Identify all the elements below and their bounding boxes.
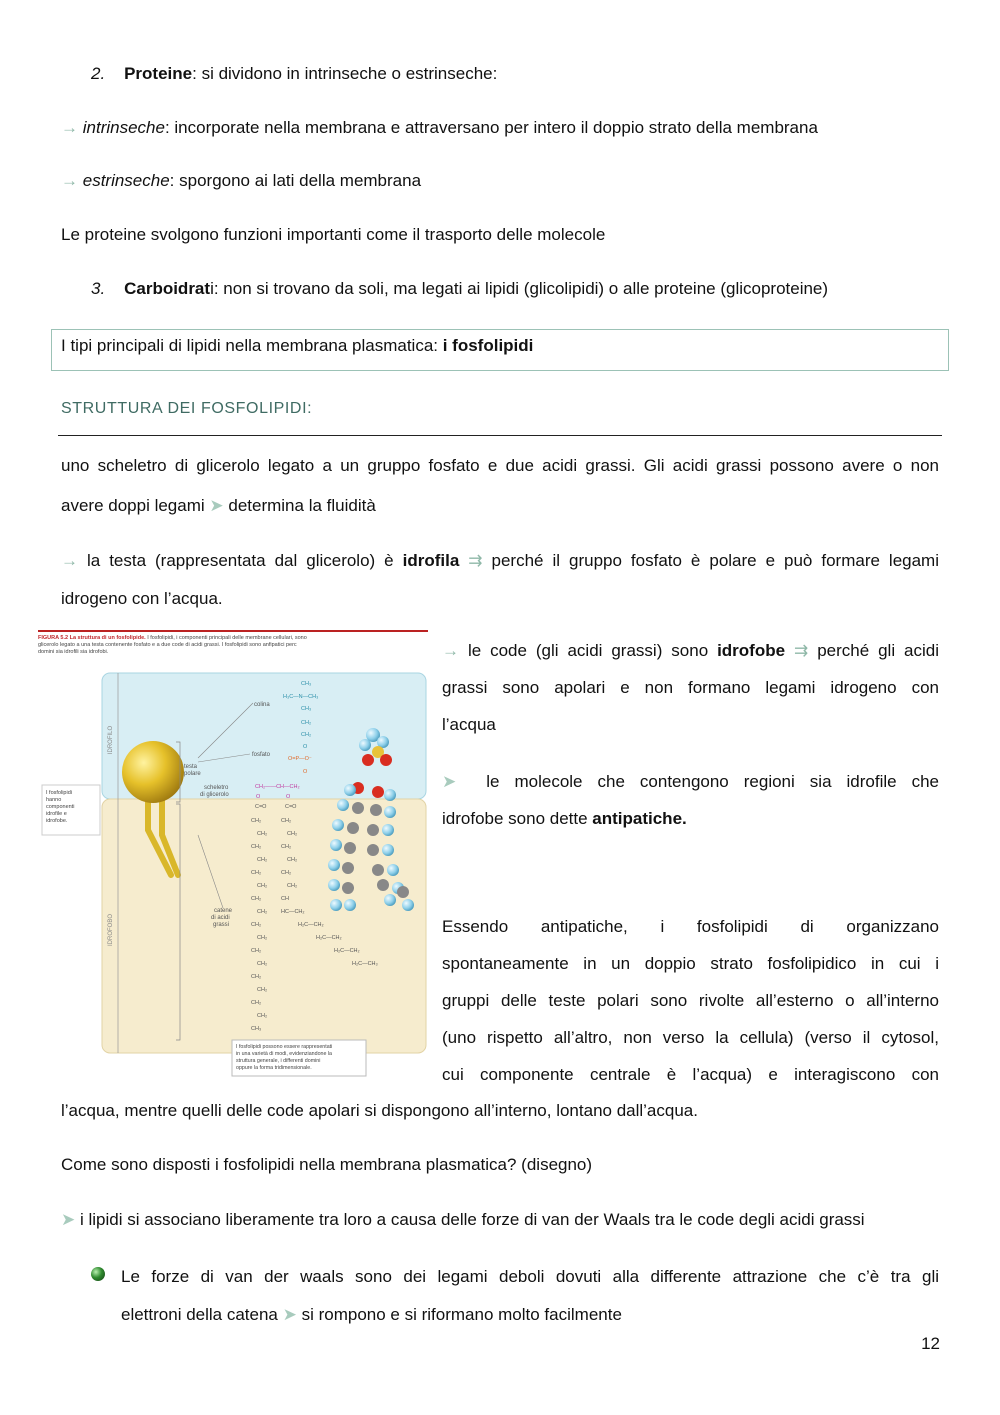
right-p1-line2: grassi sono apolari e non formano legami idrogeno con	[442, 678, 939, 697]
svg-text:CH₂: CH₂	[257, 987, 268, 993]
testa-polare-label: testa polare	[184, 764, 201, 777]
section-heading: STRUTTURA DEI FOSFOLIPIDI:	[61, 400, 313, 417]
svg-text:CH₂: CH₂	[257, 831, 268, 837]
bottom-note-text: I fosfolipidi possono essere rappresentati in una varietà di modi, evidenziandone la struttura generale, i differenti domini oppure la forma tridimensionale.	[236, 1044, 333, 1071]
svg-text:CH₃: CH₃	[251, 1026, 262, 1032]
right-p2-line1: ➤ le molecole che contengono regioni sia idrofile che	[442, 772, 939, 791]
svg-text:CH₂: CH₂	[301, 720, 312, 726]
estrinseche-line: → estrinseche: sporgono ai lati della membrana	[61, 171, 422, 190]
svg-text:O: O	[303, 769, 308, 775]
right-p3-line1: Essendo antipatiche, i fosfolipidi di organizzano	[442, 917, 939, 936]
figure-caption: FIGURA 5.2 La struttura di un fosfolipide. I fosfolipidi, i componenti principali delle membrane cellulari, sono	[38, 635, 307, 641]
svg-text:CH₂: CH₂	[251, 1000, 262, 1006]
svg-text:CH₂——CH—CH₂: CH₂——CH—CH₂	[255, 784, 300, 790]
right-p3-line4: (uno rispetto all’altro, non verso la cellula) (verso il cytosol,	[442, 1028, 939, 1047]
question-line: Come sono disposti i fosfolipidi nella membrana plasmatica? (disegno)	[61, 1155, 593, 1174]
svg-text:H₂C—CH₃: H₂C—CH₃	[352, 961, 378, 967]
right-p3-line5: cui componente centrale è l’acqua) e interagiscono con	[442, 1065, 939, 1084]
svg-text:CH₂: CH₂	[257, 1013, 268, 1019]
polar-head-icon	[122, 741, 184, 803]
svg-text:CH₂: CH₂	[301, 732, 312, 738]
svg-text:O=P—O⁻: O=P—O⁻	[288, 756, 312, 762]
double-arrow-icon: ⇉	[468, 551, 483, 570]
caption-line-2: glicerolo legato a una testa contenente fosfato e a due code di acidi grassi. I fosfolipidi sono anfipatici perc	[38, 642, 297, 648]
right-p1-line3: l’acqua	[442, 715, 496, 734]
green-bullet-icon	[91, 1267, 105, 1281]
svg-text:HC—CH₂: HC—CH₂	[281, 909, 305, 915]
svg-text:CH₂: CH₂	[281, 818, 292, 824]
svg-text:O: O	[256, 794, 261, 800]
right-p3-line3: gruppi delle teste polari sono rivolte all’esterno o all’interno	[442, 991, 939, 1010]
arrow-icon: →	[442, 641, 459, 660]
double-arrow-icon: ⇉	[794, 641, 809, 660]
figure-top-rule	[38, 630, 428, 632]
lipidi-line: ➤ i lipidi si associano liberamente tra loro a causa delle forze di van der Waals tra le code degli acidi grassi	[61, 1210, 865, 1229]
right-p1-line1: → le code (gli acidi grassi) sono idrofobe ⇉ perché gli acidi	[442, 641, 939, 660]
svg-text:C=O: C=O	[285, 804, 297, 810]
arrow-icon: →	[61, 171, 78, 190]
svg-text:CH₂: CH₂	[257, 961, 268, 967]
arrow-icon: →	[61, 118, 78, 137]
svg-text:CH₂: CH₂	[257, 909, 268, 915]
caption-line-3: domini sia idrofili sia idrofobi.	[38, 649, 109, 655]
svg-text:CH₂: CH₂	[251, 948, 262, 954]
bullet-line2: elettroni della catena ➤ si rompono e si riformano molto facilmente	[121, 1305, 622, 1324]
svg-text:CH₂: CH₂	[251, 870, 262, 876]
box-text: I tipi principali di lipidi nella membrana plasmatica: i fosfolipidi	[61, 336, 534, 355]
svg-text:H₂C—CH₂: H₂C—CH₂	[316, 935, 342, 941]
svg-text:CH₂: CH₂	[251, 818, 262, 824]
arrow-icon: →	[61, 551, 78, 570]
svg-text:O: O	[303, 744, 308, 750]
triangle-arrow-icon: ➤	[282, 1305, 297, 1324]
side-note-text: I fosfolipidi hanno componenti idrofile e idrofobe.	[46, 790, 75, 824]
page-number: 12	[921, 1334, 940, 1353]
triangle-arrow-icon: ➤	[209, 496, 224, 515]
idrofobo-label: IDROFOBO	[108, 913, 114, 947]
svg-text:CH₂: CH₂	[257, 857, 268, 863]
svg-text:O: O	[286, 794, 291, 800]
svg-text:CH₃: CH₃	[301, 706, 312, 712]
phospholipid-figure	[38, 630, 428, 1080]
svg-text:H₃C—N—CH₃: H₃C—N—CH₃	[283, 694, 319, 700]
svg-text:CH₂: CH₂	[251, 974, 262, 980]
colina-label: colina	[254, 702, 270, 708]
triangle-arrow-icon: ➤	[61, 1210, 76, 1229]
svg-text:C=O: C=O	[255, 804, 267, 810]
triangle-arrow-icon: ➤	[442, 772, 457, 791]
bullet-line1: Le forze di van der waals sono dei legami deboli dovuti alla differente attrazione che c’è tra gli	[121, 1267, 939, 1286]
para1-line1: uno scheletro di glicerolo legato a un gruppo fosfato e due acidi grassi. Gli acidi grassi possono avere o non	[61, 456, 939, 475]
list-item-proteine: 2. Proteine: si dividono in intrinseche o estrinseche:	[91, 64, 498, 83]
proteine-funzioni: Le proteine svolgono funzioni importanti come il trasporto delle molecole	[61, 225, 606, 244]
catene-label: catene di acidi grassi	[211, 908, 233, 928]
list-item-carboidrati: 3. Carboidrati: non si trovano da soli, ma legati ai lipidi (glicolipidi) o alle proteine (glicoproteine)	[91, 279, 829, 298]
svg-text:H₂C—CH₂: H₂C—CH₂	[298, 922, 324, 928]
svg-text:CH₂: CH₂	[287, 831, 298, 837]
fosfato-label: fosfato	[252, 752, 271, 758]
scheletro-label: scheletro di glicerolo	[200, 785, 229, 798]
svg-text:CH: CH	[281, 896, 289, 902]
svg-text:CH₂: CH₂	[281, 870, 292, 876]
svg-text:CH₂: CH₂	[257, 883, 268, 889]
svg-text:CH₂: CH₂	[251, 844, 262, 850]
svg-text:CH₂: CH₂	[287, 883, 298, 889]
heading-rule	[58, 435, 942, 436]
svg-text:CH₂: CH₂	[251, 896, 262, 902]
right-p3-line6: l’acqua, mentre quelli delle code apolari si dispongono all’interno, lontano dall’acqua.	[61, 1101, 698, 1120]
right-p2-line2: idrofobe sono dette antipatiche.	[442, 809, 687, 828]
svg-text:CH₂: CH₂	[287, 857, 298, 863]
para2-line2: idrogeno con l’acqua.	[61, 589, 223, 608]
svg-text:CH₃: CH₃	[301, 681, 312, 687]
right-p3-line2: spontaneamente in un doppio strato fosfolipidico in cui i	[442, 954, 939, 973]
para2-line1: → la testa (rappresentata dal glicerolo) è idrofila ⇉ perché il gruppo fosfato è polare e può formare legami	[61, 551, 939, 570]
idrofilo-label: IDROFILO	[108, 725, 114, 755]
svg-text:CH₂: CH₂	[281, 844, 292, 850]
svg-text:H₂C—CH₂: H₂C—CH₂	[334, 948, 360, 954]
svg-text:CH₂: CH₂	[257, 935, 268, 941]
intrinseche-line: → intrinseche: incorporate nella membrana e attraversano per intero il doppio strato della membrana	[61, 118, 818, 137]
para1-line2: avere doppi legami ➤ determina la fluidità	[61, 496, 376, 515]
svg-text:CH₂: CH₂	[251, 922, 262, 928]
